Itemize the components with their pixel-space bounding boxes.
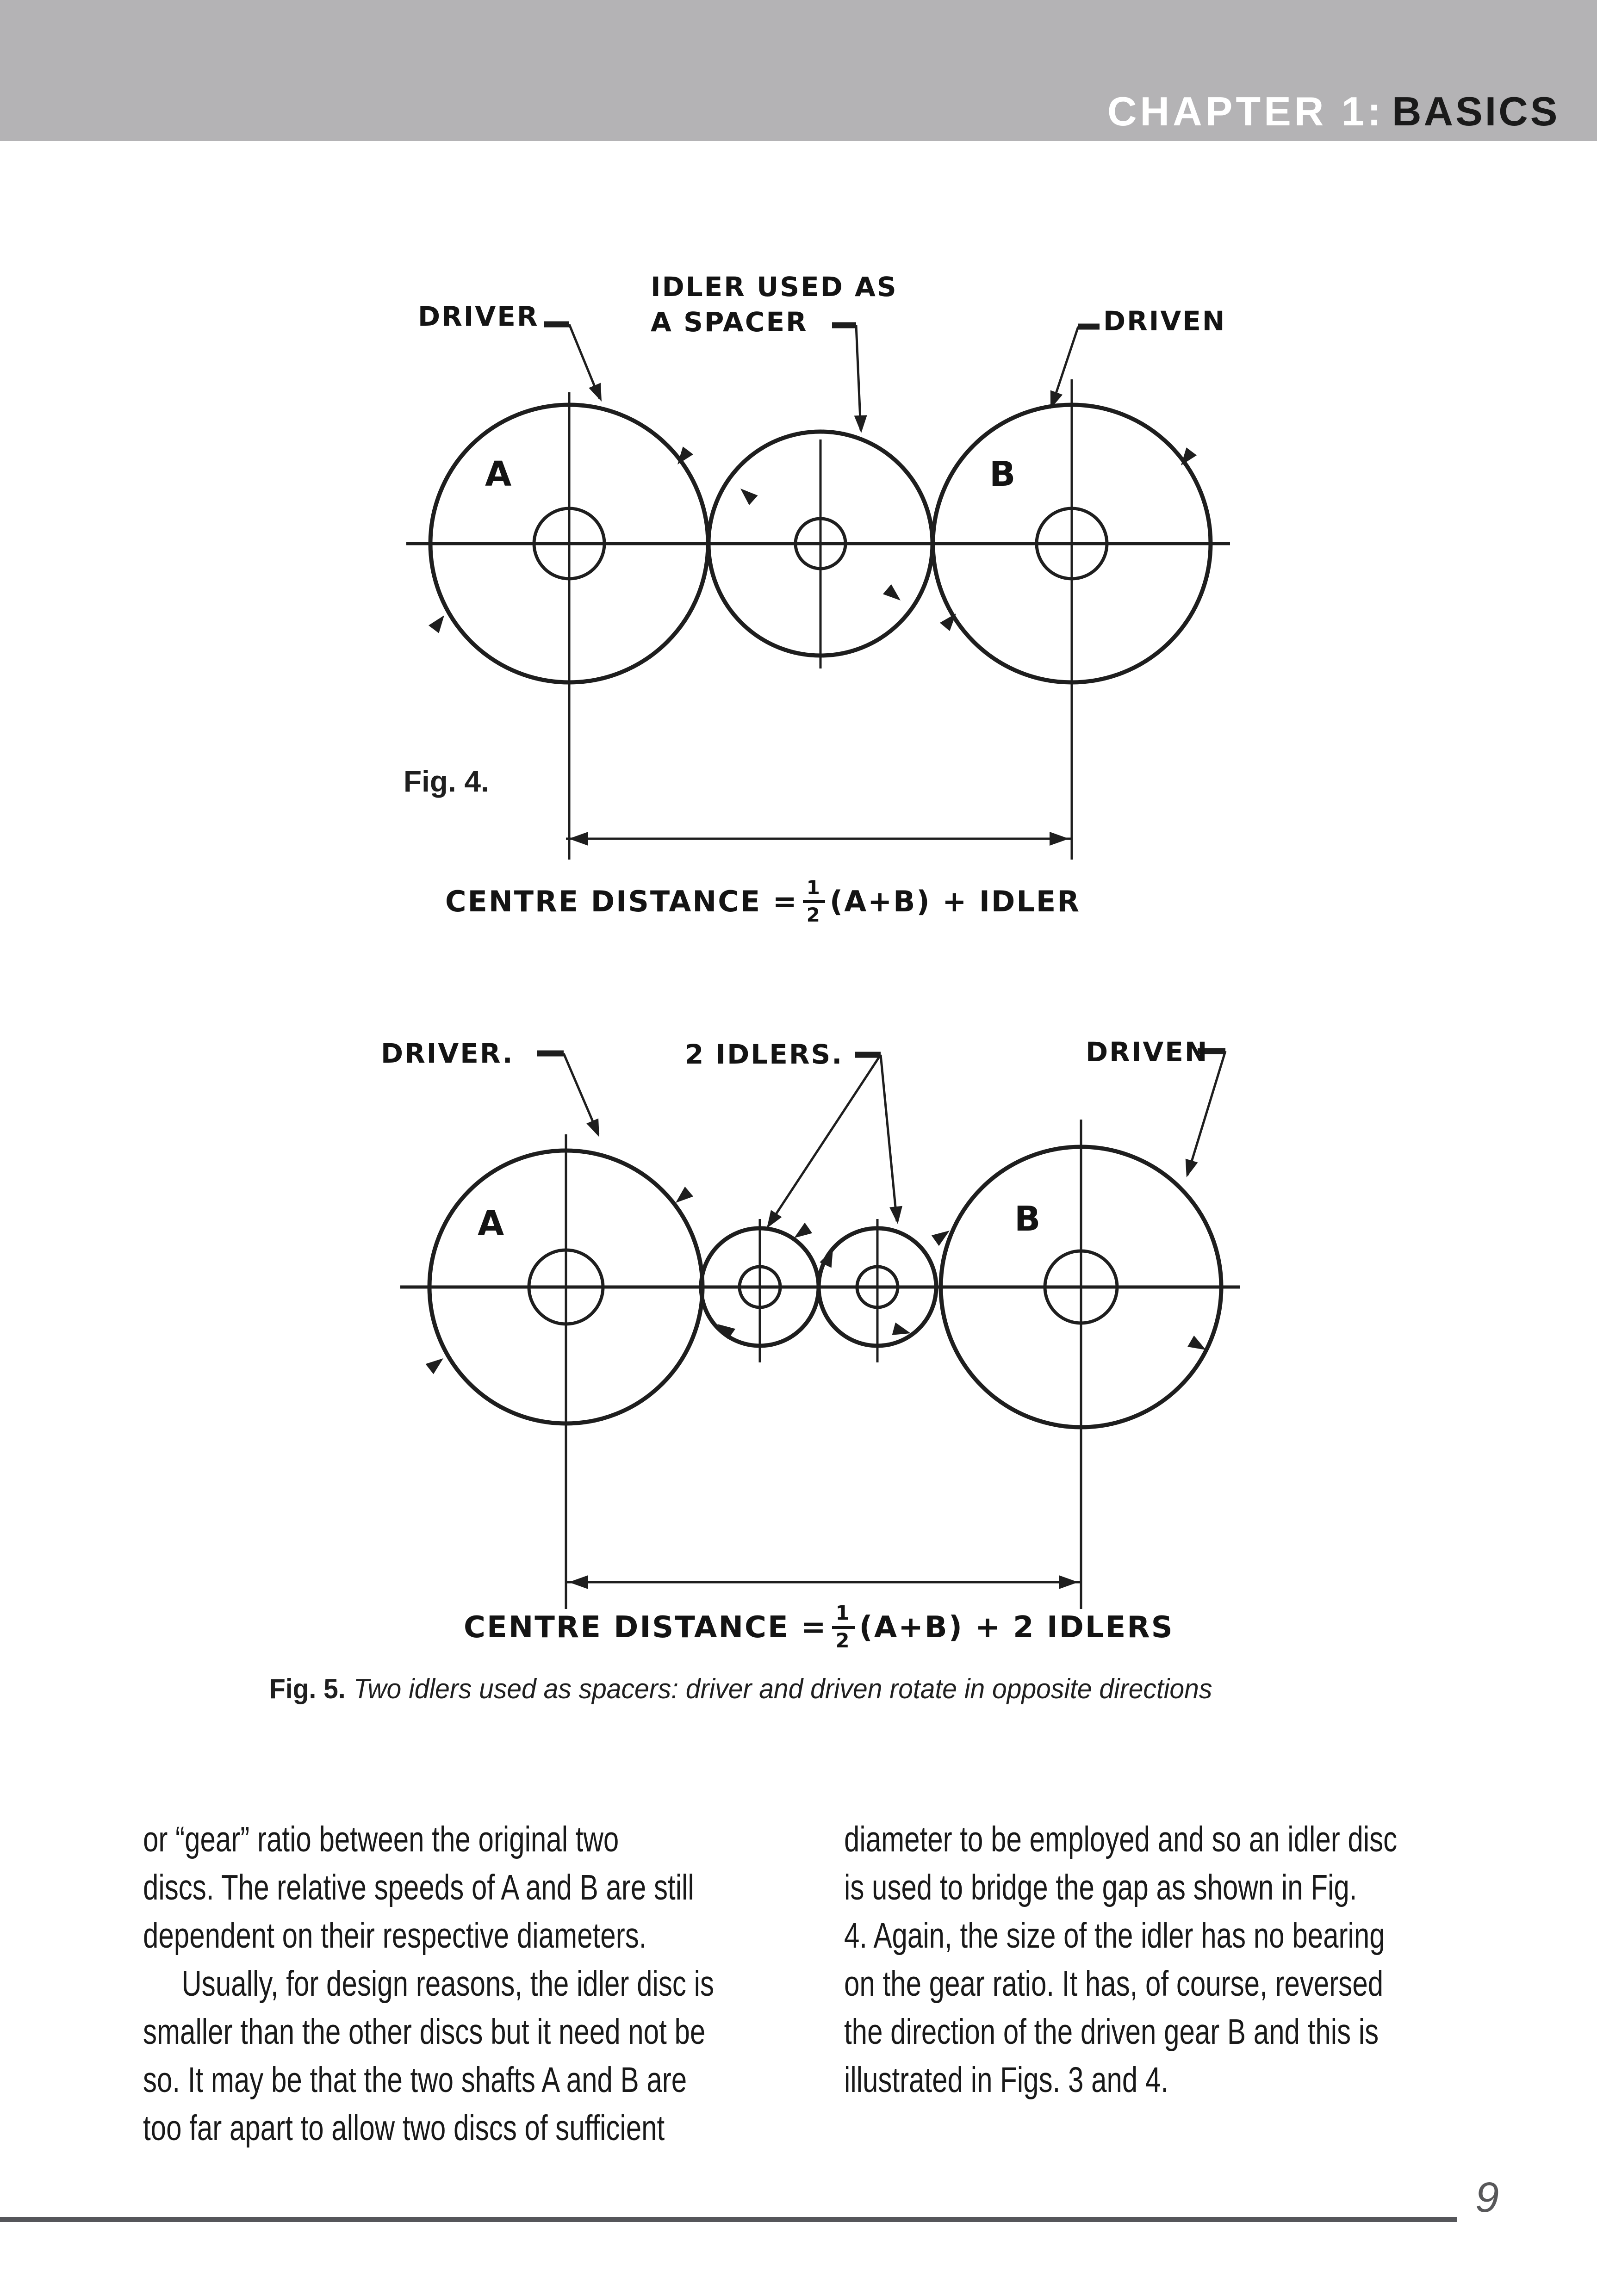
fig4-rotation-arrow	[883, 584, 905, 606]
fig4-formula-fraction	[803, 878, 825, 925]
text-line: on the gear ratio. It has, of course, reversed	[844, 1964, 1384, 2004]
fig4-formula-prefix: CENTRE DISTANCE =	[445, 885, 798, 918]
fig4-disc-a-label: A	[485, 454, 512, 494]
fig4-rotation-arrow	[429, 612, 449, 633]
section-label: BASICS	[1392, 88, 1560, 134]
fig4-idler-label-line2: A SPACER	[651, 306, 808, 338]
text-line: so. It may be that the two shafts A and B are	[143, 2060, 687, 2100]
text-line: illustrated in Figs. 3 and 4.	[844, 2060, 1169, 2100]
fig4-dim-arrow-left	[569, 832, 588, 846]
fig5-formula	[464, 1603, 1174, 1651]
text-line: diameter to be employed and so an idler disc	[844, 1819, 1398, 1859]
fig4-disc-b-label: B	[989, 454, 1016, 494]
body-column-left	[143, 1815, 875, 2152]
text-line: 4. Again, the size of the idler has no bearing	[844, 1916, 1385, 1956]
fig5-idlers-leader2	[881, 1055, 897, 1221]
fig4-formula	[445, 878, 1081, 925]
text-line: is used to bridge the gap as shown in Fig.	[844, 1868, 1357, 1907]
fig4-driven-label: DRIVEN	[1103, 305, 1226, 337]
fig4-driver-label: DRIVER	[418, 301, 539, 332]
fig4-idler-leader	[856, 325, 861, 430]
text-line: dependent on their respective diameters.	[143, 1916, 647, 1956]
fig4-rotation-arrow	[736, 484, 758, 505]
fig5-disc-b-label: B	[1014, 1199, 1041, 1239]
body-column-right	[844, 1815, 1553, 2104]
fig5-formula-suffix: (A+B) + 2 IDLERS	[859, 1610, 1174, 1645]
fig5-geometry	[400, 1051, 1240, 1609]
fig4-formula-denominator: 2	[806, 904, 821, 926]
fig5-dim-arrow-left	[569, 1575, 588, 1589]
fig4-geometry	[406, 324, 1230, 860]
fig5-driven-label: DRIVEN	[1086, 1036, 1209, 1068]
fig5-driven-leader-arrow	[1181, 1159, 1198, 1180]
fig5-idlers-leader1	[768, 1055, 881, 1226]
fig4-caption: Fig. 4.	[404, 765, 489, 798]
fig5-formula-denominator: 2	[835, 1629, 851, 1652]
fig4-dim-arrow-right	[1050, 832, 1069, 846]
fig5-formula-prefix: CENTRE DISTANCE =	[464, 1610, 827, 1645]
text-line: or “gear” ratio between the original two	[143, 1819, 619, 1859]
text-line: smaller than the other discs but it need not be	[143, 2012, 706, 2052]
fig5-caption-text: Two idlers used as spacers: driver and driven rotate in opposite directions	[353, 1673, 1212, 1704]
fig4-formula-numerator: 1	[803, 878, 825, 903]
text-line: too far apart to allow two discs of sufficient	[143, 2108, 665, 2148]
fig5-formula-fraction	[832, 1603, 855, 1651]
text-line: discs. The relative speeds of A and B are still	[143, 1868, 694, 1907]
fig5-caption-number: Fig. 5.	[269, 1673, 346, 1704]
page-number: 9	[1475, 2174, 1499, 2221]
fig5-formula-numerator: 1	[832, 1603, 855, 1629]
fig4-driver-leader-arrow	[589, 383, 608, 404]
fig4-idler-leader-arrow	[854, 415, 868, 433]
fig5-rotation-arrow	[425, 1353, 447, 1374]
fig4-idler-label-line1: IDLER USED AS	[651, 271, 898, 303]
fig5-idlers-label: 2 IDLERS.	[685, 1039, 844, 1070]
fig5-caption	[269, 1673, 1212, 1705]
fig5-dim-arrow-right	[1059, 1575, 1078, 1589]
fig5-driver-label: DRIVER.	[381, 1038, 514, 1069]
chapter-label: CHAPTER 1:	[1107, 88, 1385, 134]
text-line: Usually, for design reasons, the idler disc is	[143, 1964, 714, 2004]
fig5-driver-leader-arrow	[586, 1119, 605, 1140]
fig5-idlers-leader2-arrow	[889, 1206, 904, 1225]
fig4-formula-suffix: (A+B) + IDLER	[829, 885, 1081, 918]
footer-rule	[0, 2217, 1457, 2222]
fig5-disc-a-label: A	[478, 1204, 504, 1244]
fig5-driven-leader	[1187, 1051, 1225, 1175]
text-line: the direction of the driven gear B and this is	[844, 2012, 1379, 2052]
